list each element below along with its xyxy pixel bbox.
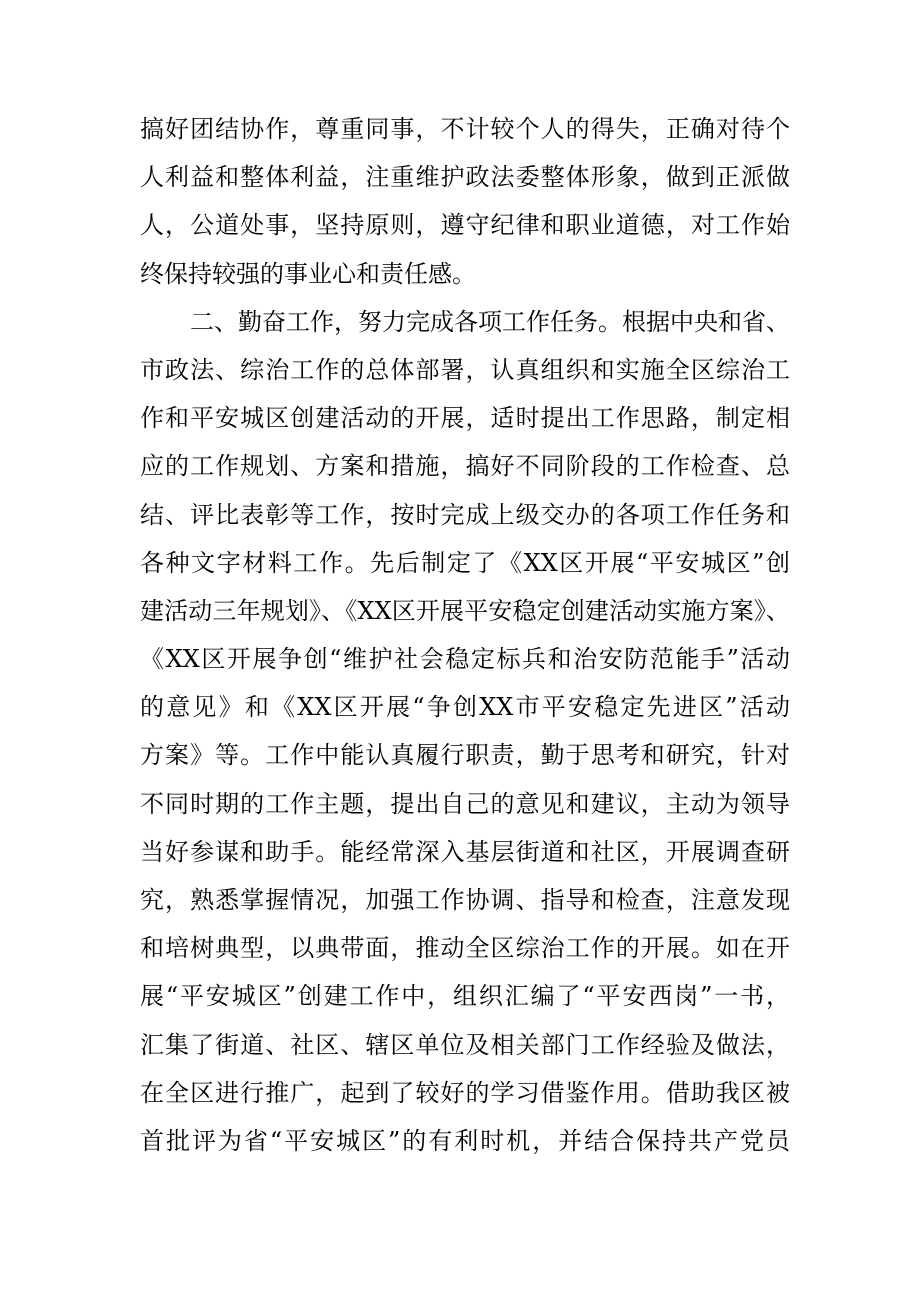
text-line: 作和平安城区创建活动的开展，适时提出工作思路，制定相 (140, 404, 790, 433)
text-line: 究，熟悉掌握情况，加强工作协调、指导和检查，注意发现 (140, 886, 790, 914)
text-line: 结、评比表彰等工作，按时完成上级交办的各项工作任务和 (140, 500, 790, 529)
text-line: 市政法、综治工作的总体部署，认真组织和实施全区综治工 (140, 355, 790, 384)
text-line: 和培树典型，以典带面，推动全区综治工作的开展。如在开 (140, 934, 790, 963)
text-line: 展“平安城区”创建工作中，组织汇编了“平安西岗”一书， (140, 982, 790, 1011)
text-line: 各种文字材料工作。先后制定了《XX区开展“平安城区”创 (140, 548, 790, 577)
section-heading-line: 二、勤奋工作，努力完成各项工作任务。根据中央和省、 (190, 307, 790, 336)
text-line: 汇集了街道、社区、辖区单位及相关部门工作经验及做法， (140, 1030, 790, 1059)
text-line: 在全区进行推广，起到了较好的学习借鉴作用。借助我区被 (140, 1078, 790, 1107)
text-line: 方案》等。工作中能认真履行职责，勤于思考和研究，针对 (140, 741, 790, 770)
text-line: 当好参谋和助手。能经常深入基层街道和社区，开展调查研 (140, 837, 790, 866)
text-line: 的意见》和《XX区开展“争创XX市平安稳定先进区”活动 (140, 693, 790, 722)
text-line: 建活动三年规划》、《XX区开展平安稳定创建活动实施方案》、 (140, 596, 790, 625)
text-line: 不同时期的工作主题，提出自己的意见和建议，主动为领导 (140, 789, 790, 818)
text-line: 首批评为省“平安城区”的有利时机，并结合保持共产党员 (140, 1126, 790, 1155)
text-line: 应的工作规划、方案和措施，搞好不同阶段的工作检查、总 (140, 452, 790, 481)
text-line: 《XX区开展争创“维护社会稳定标兵和治安防范能手”活动 (140, 645, 790, 674)
text-line: 人，公道处事，坚持原则，遵守纪律和职业道德，对工作始 (140, 211, 790, 240)
text-line: 人利益和整体利益，注重维护政法委整体形象，做到正派做 (140, 163, 790, 192)
text-line: 终保持较强的事业心和责任感。 (140, 259, 476, 288)
body-text (140, 105, 790, 1165)
text-line: 搞好团结协作，尊重同事，不计较个人的得失，正确对待个 (140, 115, 790, 143)
